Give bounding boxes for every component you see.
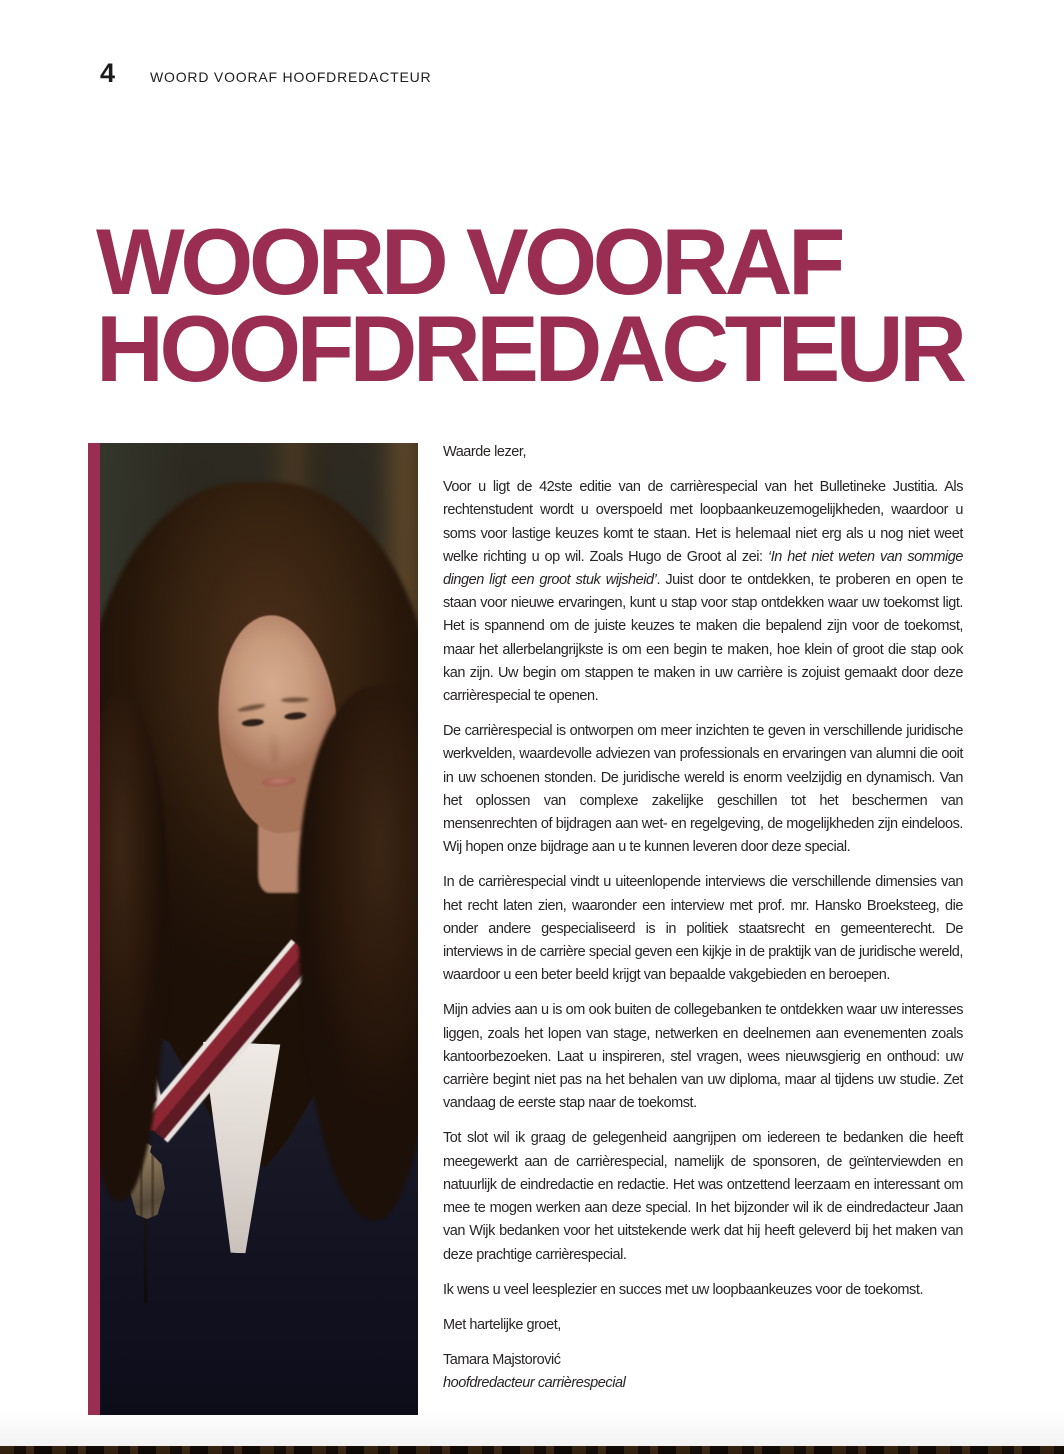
page-title [96, 209, 996, 401]
paragraph-5: Tot slot wil ik graag de gelegenheid aangrijpen om iedereen te bedanken die heeft meegewerkt aan de carrièrespecial, namelijk de sponsoren, de geïnterviewden en natuurlijk de eindredactie en redactie. Het was ontzettend leerzaam en interessant om mee te mogen werken aan deze special. In het bijzonder wil ik de eindredacteur Jaan van Wijk bedanken voor het uitstekende werk dat hij heeft geleverd bij het maken van deze prachtige carrièrespecial. [443, 1130, 963, 1263]
hugo-de-groot-quote: ‘In het niet weten van sommige dingen ligt een groot stuk wijsheid’ [443, 548, 964, 589]
paragraph-2: De carrièrespecial is ontworpen om meer inzichten te geven in verschillende juridische werkvelden, waardevolle adviezen van professionals en ervaringen van alumni die ooit in uw schoenen stonden. De juridische wereld is enorm veelzijdig en dynamisch. Van het oplossen van complexe zakelijke geschillen tot het beschermen van mensenrechten of bijdragen aan wet- en regelgeving, de mogelijkheden zijn eindeloos. Wij hopen onze bijdrage aan u te kunnen leveren door deze special. [443, 723, 963, 856]
bottom-edge-image [0, 1446, 1064, 1454]
portrait-photo [88, 443, 418, 1415]
paragraph-1 [443, 476, 963, 708]
paragraph-1-continuation: . Juist door te ontdekken, te proberen en open te staan voor nieuwe ervaringen, kunt u stap voor stap ontdekken waar uw toekomst ligt. Het is spannend om de juiste keuzes te maken die bepalend zijn voor de toekomst, maar het allerbelangrijkste is om een begin te maken, hoe klein of groot die stap ook kan zijn. Uw begin om stappen te maken in uw carrière is zojuist gemaakt door deze carrièrespecial te openen. [443, 572, 963, 705]
greeting-line: Met hartelijke groet, [443, 1316, 561, 1333]
salutation-text: Waarde lezer, [443, 444, 527, 460]
running-header-title: WOORD VOORAF HOOFDREDACTEUR [150, 69, 432, 85]
title-line-1: WOORD VOORAF [96, 209, 841, 314]
portrait-nose [267, 727, 280, 764]
portrait-photo-canvas [100, 443, 418, 1415]
portrait-eyebrow-left [237, 703, 265, 713]
signature-role: hoofdredacteur carrièrespecial [443, 1375, 626, 1392]
title-line-2: HOOFDREDACTEUR [96, 296, 963, 401]
paragraph-3: In de carrièrespecial vindt u uiteenlopende interviews die verschillende dimensies van het recht laten zien, waaronder een interview met prof. mr. Hansko Broeksteeg, die onder andere gespecialiseerd is in politiek staatsrecht en gemeenterecht. De interviews in de carrière special geven een kijkje in de praktijk van de juridische wereld, waardoor u een beter beeld krijgt van bepaalde vakgebieden en beroepen. [443, 874, 963, 984]
paragraph-1-text: Voor u ligt de 42ste editie van de carrièrespecial van het Bulletineke Justitia. Als rechtenstudent wordt u overspoeld met loopbaankeuzemogelijkheden, waardoor u soms voor lastige keuzes komt te staan. Het is helemaal niet erg als u nog niet weet welke richting u op wil. Zoals Hugo de Groot al zei: [443, 479, 963, 565]
paragraph-4: Mijn advies aan u is om ook buiten de collegebanken te ontdekken waar uw interesses liggen, zoals het lopen van stage, netwerken en deelnemen aan evenementen zoals kantoorbezoeken. Laat u inspireren, stel vragen, wees nieuwsgierig en onthoud: uw carrière begint niet pas na het behalen van uw diploma, maar al tijdens uw studie. Zet vandaag de eerste stap naar de toekomst. [443, 1002, 963, 1112]
article-body [443, 441, 963, 1396]
running-header [100, 58, 431, 89]
portrait-eyebrow-right [281, 697, 309, 702]
page-number: 4 [100, 58, 116, 88]
closing-line: Ik wens u veel leesplezier en succes met uw loopbaankeuzes voor de toekomst. [443, 1281, 924, 1298]
portrait-medal-cord [144, 1217, 147, 1303]
photo-accent-stripe [88, 443, 100, 1415]
portrait-eye-right [284, 712, 307, 721]
portrait-lips [262, 776, 297, 788]
portrait-eye-left [242, 718, 265, 727]
signature-name: Tamara Majstorović [443, 1352, 561, 1369]
page-bottom-shade [0, 1410, 1064, 1446]
